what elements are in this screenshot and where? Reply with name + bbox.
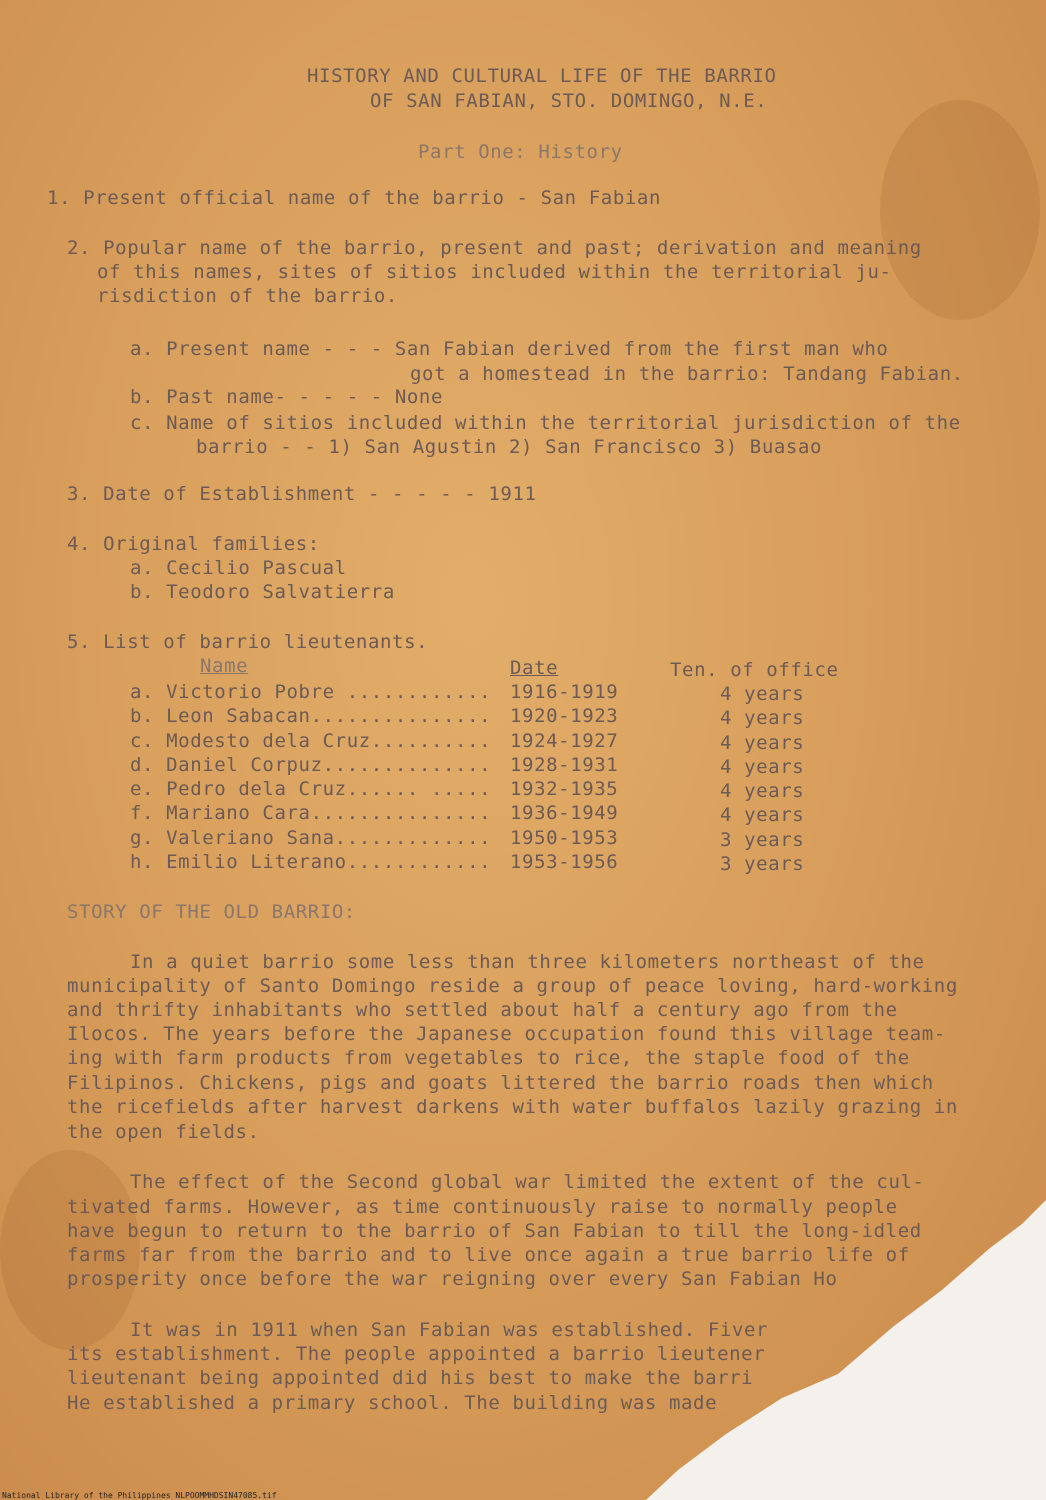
column-header-name: Name [200, 655, 249, 677]
paragraph-line: municipality of Santo Domingo reside a group of peace loving, hard-working [67, 975, 958, 997]
lieutenant-tenure: 4 years [720, 780, 805, 802]
item-4: 4. Original families: [67, 533, 320, 555]
paragraph-line: It was in 1911 when San Fabian was established. Fiver [130, 1319, 769, 1341]
lieutenant-tenure: 4 years [720, 756, 805, 778]
paragraph-line: its establishment. The people appointed a barrio lieutener [67, 1343, 766, 1365]
lieutenant-date: 1928-1931 [510, 754, 619, 776]
paragraph-line: farms far from the barrio and to live once again a true barrio life of [67, 1244, 910, 1266]
lieutenant-date: 1932-1935 [510, 778, 619, 800]
item-2c-line-1: c. Name of sitios included within the territorial jurisdiction of the [130, 412, 961, 434]
item-4b: b. Teodoro Salvatierra [130, 581, 395, 603]
story-heading: STORY OF THE OLD BARRIO: [67, 901, 356, 923]
lieutenant-tenure: 3 years [720, 829, 805, 851]
lieutenant-tenure: 4 years [720, 732, 805, 754]
lieutenant-name: d. Daniel Corpuz.............. [130, 754, 492, 776]
item-2a-line-1: a. Present name - - - San Fabian derived from the first man who [130, 338, 889, 360]
item-5: 5. List of barrio lieutenants. [67, 631, 429, 653]
lieutenant-tenure: 4 years [720, 804, 805, 826]
item-2b: b. Past name- - - - - None [130, 386, 444, 408]
lieutenant-name: h. Emilio Literano............ [130, 851, 492, 873]
lieutenant-name: b. Leon Sabacan............... [130, 705, 492, 727]
column-header-tenure: Ten. of office [670, 659, 839, 681]
item-2-line-1: 2. Popular name of the barrio, present and past; derivation and meaning [67, 237, 922, 259]
lieutenant-name: g. Valeriano Sana............. [130, 827, 492, 849]
lieutenant-date: 1916-1919 [510, 681, 619, 703]
lieutenant-date: 1924-1927 [510, 730, 619, 752]
lieutenant-date: 1950-1953 [510, 827, 619, 849]
paragraph-line: The effect of the Second global war limited the extent of the cul- [130, 1171, 925, 1193]
lieutenant-tenure: 3 years [720, 853, 805, 875]
item-2-line-2: of this names, sites of sitios included within the territorial ju- [97, 261, 892, 283]
item-2-line-3: risdiction of the barrio. [97, 285, 398, 307]
paper-stain [880, 100, 1040, 320]
paragraph-line: Ilocos. The years before the Japanese occupation found this village team- [67, 1023, 946, 1045]
paragraph-line: and thrifty inhabitants who settled about half a century ago from the [67, 999, 898, 1021]
lieutenant-tenure: 4 years [720, 683, 805, 705]
lieutenant-name: a. Victorio Pobre ............ [130, 681, 492, 703]
item-2a-line-2: got a homestead in the barrio: Tandang Fabian. [410, 363, 964, 385]
paragraph-line: Filipinos. Chickens, pigs and goats littered the barrio roads then which [67, 1072, 934, 1094]
paragraph-line: have begun to return to the barrio of San Fabian to till the long-idled [67, 1220, 922, 1242]
lieutenant-date: 1936-1949 [510, 802, 619, 824]
paragraph-line: the open fields. [67, 1121, 260, 1143]
archive-footer: National Library of the Philippines NLPOOMMHDSIN47085.tif [2, 1491, 277, 1500]
paragraph-line: the ricefields after harvest darkens with water buffalos lazily grazing in [67, 1096, 958, 1118]
lieutenant-name: e. Pedro dela Cruz...... ..... [130, 778, 492, 800]
part-heading: Part One: History [418, 141, 623, 163]
lieutenant-tenure: 4 years [720, 707, 805, 729]
lieutenant-date: 1953-1956 [510, 851, 619, 873]
paragraph-line: In a quiet barrio some less than three kilometers northeast of the [130, 951, 925, 973]
paragraph-line: prosperity once before the war reigning over every San Fabian Ho [67, 1268, 838, 1290]
paragraph-line: He established a primary school. The building was made [67, 1392, 718, 1414]
lieutenant-name: f. Mariano Cara............... [130, 802, 492, 824]
item-3: 3. Date of Establishment - - - - - 1911 [67, 483, 537, 505]
title-line-2: OF SAN FABIAN, STO. DOMINGO, N.E. [370, 90, 768, 112]
column-header-date: Date [510, 657, 559, 679]
paragraph-line: lieutenant being appointed did his best to make the barri [67, 1367, 754, 1389]
item-4a: a. Cecilio Pascual [130, 557, 347, 579]
lieutenant-date: 1920-1923 [510, 705, 619, 727]
lieutenant-name: c. Modesto dela Cruz.......... [130, 730, 492, 752]
title-line-1: HISTORY AND CULTURAL LIFE OF THE BARRIO [307, 65, 777, 87]
paragraph-line: ing with farm products from vegetables to rice, the staple food of the [67, 1047, 910, 1069]
item-2c-line-2: barrio - - 1) San Agustin 2) San Francisco 3) Buasao [196, 436, 823, 458]
item-1: 1. Present official name of the barrio - San Fabian [47, 187, 661, 209]
paragraph-line: tivated farms. However, as time continuously raise to normally people [67, 1196, 898, 1218]
